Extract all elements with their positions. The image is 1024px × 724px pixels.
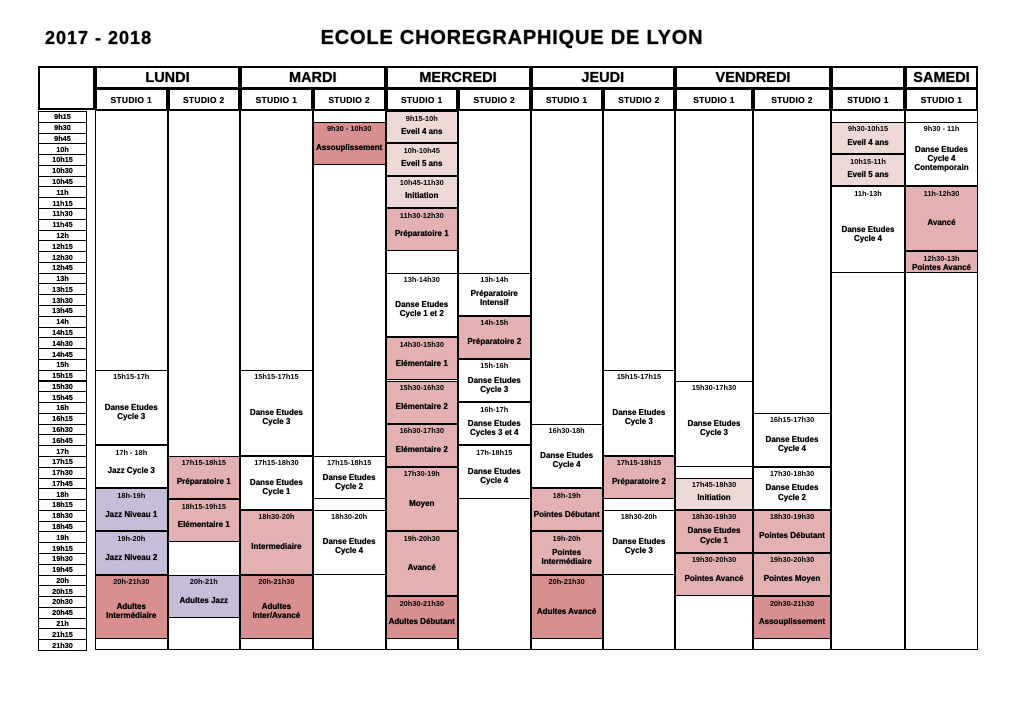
class-time: 16h15-17h30 [769, 415, 815, 425]
class-name: Danse Etudes Cycle 3 [104, 402, 158, 421]
time-label: 15h45 [38, 391, 87, 403]
class-block [675, 510, 753, 553]
class-name: Pointes Avancé [684, 574, 744, 584]
studio-header-vendredi-2: STUDIO 2 [753, 88, 831, 111]
class-block [458, 445, 531, 499]
class-time: 11h-13h [854, 188, 882, 198]
class-time: 9h30 - 11h [923, 124, 960, 134]
time-label: 14h45 [38, 348, 87, 360]
class-block [168, 575, 241, 618]
time-label: 21h30 [38, 639, 87, 651]
class-time: 17h15-18h30 [254, 458, 299, 468]
time-label: 19h45 [38, 564, 87, 576]
class-block [831, 186, 905, 272]
class-name: Elémentaire 2 [395, 401, 448, 411]
day-header-jeudi: JEUDI [531, 66, 676, 89]
studio-header-lundi-1: STUDIO 1 [95, 88, 168, 111]
class-time: 18h15-19h15 [181, 501, 226, 511]
class-block [386, 273, 459, 338]
time-label: 20h15 [38, 585, 87, 597]
class-name: Adultes Jazz [179, 595, 228, 605]
class-name: Danse Etudes Cycle 2 [765, 483, 819, 502]
time-label: 10h45 [38, 176, 87, 188]
class-time: 18h30-19h30 [769, 512, 815, 522]
time-label: 17h30 [38, 467, 87, 479]
time-label: 20h45 [38, 607, 87, 619]
class-time: 17h45-18h30 [691, 480, 737, 490]
class-block [531, 488, 603, 531]
year-label: 2017 - 2018 [45, 28, 153, 48]
class-name: Elémentaire 2 [395, 444, 448, 454]
class-block [458, 273, 531, 316]
time-label: 11h45 [38, 219, 87, 231]
class-block [531, 531, 603, 574]
day-header-mardi: MARDI [240, 66, 386, 89]
class-time: 11h30-12h30 [399, 210, 444, 220]
class-block [675, 381, 753, 467]
class-block [95, 370, 168, 445]
class-name: Danse Etudes Cycle 1 et 2 [395, 300, 449, 319]
class-block [753, 553, 831, 596]
class-name: Danse Etudes Cycle 3 [612, 407, 666, 427]
class-name: Adultes Avancé [536, 606, 597, 616]
time-label: 19h30 [38, 553, 87, 565]
time-label: 12h30 [38, 251, 87, 263]
class-time: 15h30-16h30 [399, 383, 444, 392]
class-name: Adultes Intermédiaire [106, 601, 157, 621]
class-name: Moyen [409, 498, 435, 508]
class-name: Elémentaire 1 [395, 358, 448, 368]
class-time: 19h-20h30 [403, 533, 440, 543]
class-name: Danse Etudes Cycle 3 [467, 375, 521, 394]
class-block [313, 510, 386, 575]
class-time: 19h30-20h30 [769, 555, 815, 565]
class-block [240, 456, 313, 510]
page-title: ECOLE CHOREGRAPHIQUE DE LYON [320, 27, 704, 49]
class-time: 10h15-11h [850, 156, 886, 166]
class-time: 16h30-17h30 [399, 426, 444, 436]
class-block [386, 424, 459, 467]
studio-header-jeudi-1: STUDIO 1 [531, 88, 603, 111]
class-block [168, 456, 241, 499]
class-block [675, 478, 753, 510]
studio-column-lundi-2 [168, 110, 241, 650]
class-name: Avancé [927, 218, 956, 228]
class-name: Assouplissement [316, 142, 383, 152]
class-block [458, 359, 531, 402]
class-time: 18h-19h [552, 490, 581, 500]
class-time: 19h30-20h30 [691, 555, 737, 565]
class-block [905, 122, 978, 187]
class-name: Préparatoire 2 [467, 337, 522, 347]
time-label: 16h15 [38, 413, 87, 425]
class-time: 18h30-19h30 [691, 512, 737, 522]
class-block [905, 251, 978, 273]
time-label: 21h [38, 618, 87, 630]
time-label: 11h15 [38, 197, 87, 209]
time-label: 13h30 [38, 294, 87, 306]
time-label: 18h30 [38, 510, 87, 522]
class-block [753, 596, 831, 639]
class-block [831, 122, 905, 154]
class-block [753, 510, 831, 553]
day-header-mercredi: MERCREDI [386, 66, 531, 89]
class-time: 20h-21h30 [113, 577, 150, 587]
class-name: Pointes Avancé [912, 262, 971, 272]
class-time: 17h30-19h [403, 469, 440, 479]
class-time: 9h30-10h15 [847, 124, 889, 134]
class-name: Intermediaire [251, 541, 302, 551]
class-time: 18h30-20h [331, 512, 368, 522]
class-time: 17h15-18h15 [616, 458, 662, 468]
time-label: 9h15 [38, 111, 87, 123]
class-time: 13h-14h30 [403, 275, 440, 285]
class-name: Danse Etudes Cycle 3 [612, 537, 666, 556]
time-label: 18h [38, 488, 87, 500]
time-label: 14h [38, 316, 87, 328]
class-block [603, 510, 675, 575]
class-time: 18h-19h [117, 490, 146, 500]
time-label: 12h15 [38, 240, 87, 252]
class-block [458, 402, 531, 445]
class-time: 10h-10h45 [403, 145, 440, 155]
class-block [603, 456, 675, 499]
studio-header-lundi-2: STUDIO 2 [168, 88, 241, 111]
class-block [386, 143, 459, 175]
class-time: 15h30-17h30 [691, 383, 737, 392]
class-block [95, 575, 168, 640]
class-name: Avancé [407, 563, 436, 573]
class-name: Danse Etudes Cycle 1 [249, 477, 303, 497]
time-column-header [38, 66, 95, 110]
class-name: Danse Etudes Cycle 1 [687, 526, 741, 545]
class-name: Danse Etudes Cycle 4 Contemporain [914, 144, 969, 172]
class-name: Préparatoire 1 [176, 477, 231, 487]
time-label: 17h15 [38, 456, 87, 468]
class-name: Initiation [697, 493, 731, 503]
class-name: Préparatoire 1 [394, 229, 449, 239]
time-label: 15h30 [38, 381, 87, 393]
class-block [95, 445, 168, 488]
time-label: 20h [38, 575, 87, 587]
studio-header-mercredi-1: STUDIO 1 [386, 88, 459, 111]
class-block [386, 596, 459, 639]
day-header-vendredi: VENDREDI [675, 66, 831, 89]
time-label: 17h [38, 445, 87, 457]
class-time: 20h-21h30 [258, 577, 295, 587]
class-time: 20h-21h [189, 577, 218, 587]
class-block [168, 499, 241, 542]
time-label: 9h45 [38, 133, 87, 145]
time-label: 10h [38, 143, 87, 155]
class-time: 11h-12h30 [923, 188, 960, 198]
class-name: Eveil 5 ans [847, 169, 889, 179]
studio-header-samedi-1: STUDIO 1 [905, 88, 978, 111]
class-block [603, 370, 675, 456]
class-block [386, 176, 459, 208]
class-name: Eveil 5 ans [401, 159, 443, 169]
class-name: Eveil 4 ans [401, 126, 443, 136]
class-block [531, 424, 603, 489]
time-label: 20h30 [38, 596, 87, 608]
class-block [386, 111, 459, 143]
class-time: 12h30-13h [923, 253, 960, 263]
class-name: Adultes Débutant [388, 617, 455, 627]
class-block [675, 553, 753, 596]
time-label: 11h [38, 186, 87, 198]
class-time: 17h15-18h15 [326, 458, 372, 468]
time-label: 19h [38, 531, 87, 543]
class-name: Danse Etudes Cycle 3 [249, 407, 303, 427]
class-block [386, 337, 459, 380]
class-time: 15h15-17h15 [616, 372, 662, 382]
time-label: 18h15 [38, 499, 87, 511]
class-name: Initiation [405, 191, 439, 201]
class-time: 15h15-17h [113, 372, 150, 382]
class-time: 10h45-11h30 [399, 178, 444, 188]
class-time: 17h-18h15 [476, 447, 513, 457]
class-block [240, 370, 313, 456]
class-time: 15h-16h [480, 361, 509, 371]
class-block [313, 122, 386, 165]
class-time: 18h30-20h [620, 512, 657, 522]
class-block [531, 575, 603, 640]
class-time: 20h30-21h30 [769, 598, 815, 608]
class-block [95, 488, 168, 531]
class-block [95, 531, 168, 574]
studio-header-mardi-1: STUDIO 1 [240, 88, 313, 111]
class-name: Pointes Débutant [533, 509, 600, 519]
time-label: 14h15 [38, 327, 87, 339]
class-time: 14h-15h [480, 318, 509, 328]
time-label: 12h45 [38, 262, 87, 274]
time-label: 19h15 [38, 542, 87, 554]
class-block [905, 186, 978, 251]
time-label: 13h [38, 273, 87, 285]
time-label: 16h30 [38, 424, 87, 436]
studio-header-jeudi-2: STUDIO 2 [603, 88, 675, 111]
class-time: 20h30-21h30 [399, 598, 444, 608]
class-name: Jazz Niveau 1 [105, 509, 158, 519]
class-name: Danse Etudes Cycle 4 [540, 451, 594, 470]
class-name: Assouplissement [758, 617, 826, 627]
class-name: Pointes Intermédiaire [541, 548, 592, 567]
class-time: 14h30-15h30 [399, 339, 444, 349]
class-block [753, 413, 831, 467]
class-name: Elémentaire 1 [177, 520, 230, 530]
time-label: 12h [38, 230, 87, 242]
class-block [386, 208, 459, 251]
day-header-samedi: SAMEDI [905, 66, 978, 89]
class-time: 16h-17h [480, 404, 509, 414]
class-name: Adultes Inter/Avancé [252, 601, 301, 621]
class-block [458, 316, 531, 359]
class-time: 13h-14h [480, 275, 509, 285]
time-label: 21h15 [38, 628, 87, 640]
class-time: 18h30-20h [258, 512, 295, 522]
class-time: 19h-20h [552, 533, 581, 543]
class-name: Danse Etudes Cycle 4 [841, 224, 895, 243]
class-name: Pointes Débutant [759, 531, 825, 541]
class-block [240, 510, 313, 575]
class-block [753, 467, 831, 510]
class-block [240, 575, 313, 640]
time-label: 17h45 [38, 478, 87, 490]
time-label: 9h30 [38, 122, 87, 134]
day-header-lundi: LUNDI [95, 66, 240, 89]
time-label: 13h45 [38, 305, 87, 317]
class-name: Préparatoire 2 [611, 477, 666, 487]
day-header-samedi-extra [831, 66, 905, 89]
time-label: 15h15 [38, 370, 87, 382]
class-time: 17h - 18h [115, 447, 148, 457]
class-time: 17h30-18h30 [769, 469, 815, 479]
class-time: 15h15-17h15 [254, 372, 299, 382]
studio-header-mercredi-2: STUDIO 2 [458, 88, 531, 111]
studio-header-samedi-extra-1: STUDIO 1 [831, 88, 905, 111]
class-time: 16h30-18h [548, 426, 585, 436]
class-name: Danse Etudes Cycle 4 [467, 467, 521, 486]
class-name: Eveil 4 ans [847, 137, 889, 147]
studio-header-vendredi-1: STUDIO 1 [675, 88, 753, 111]
class-time: 9h30 - 10h30 [326, 124, 372, 134]
class-time: 20h-21h30 [548, 577, 585, 587]
class-name: Jazz Niveau 2 [105, 552, 158, 562]
class-block [313, 456, 386, 499]
class-time: 19h-20h [117, 533, 146, 543]
class-name: Danse Etudes Cycle 4 [322, 537, 376, 556]
time-label: 18h45 [38, 521, 87, 533]
time-label: 14h30 [38, 337, 87, 349]
class-block [386, 381, 459, 424]
class-block [831, 154, 905, 186]
time-label: 16h45 [38, 434, 87, 446]
class-name: Jazz Cycle 3 [107, 466, 155, 476]
time-label: 10h15 [38, 154, 87, 166]
time-label: 10h30 [38, 165, 87, 177]
class-time: 17h15-18h15 [181, 458, 226, 468]
class-name: Pointes Moyen [763, 574, 821, 584]
studio-header-mardi-2: STUDIO 2 [313, 88, 386, 111]
class-block [386, 467, 459, 532]
class-block [386, 531, 459, 596]
class-name: Danse Etudes Cycle 4 [765, 434, 819, 454]
time-label: 13h15 [38, 283, 87, 295]
class-name: Danse Etudes Cycles 3 et 4 [467, 418, 521, 437]
class-time: 9h15-10h [405, 113, 438, 123]
class-name: Préparatoire Intensif [470, 289, 518, 308]
time-label: 15h [38, 359, 87, 371]
time-label: 16h [38, 402, 87, 414]
class-name: Danse Etudes Cycle 2 [322, 472, 376, 491]
time-label: 11h30 [38, 208, 87, 220]
class-name: Danse Etudes Cycle 3 [687, 418, 741, 437]
